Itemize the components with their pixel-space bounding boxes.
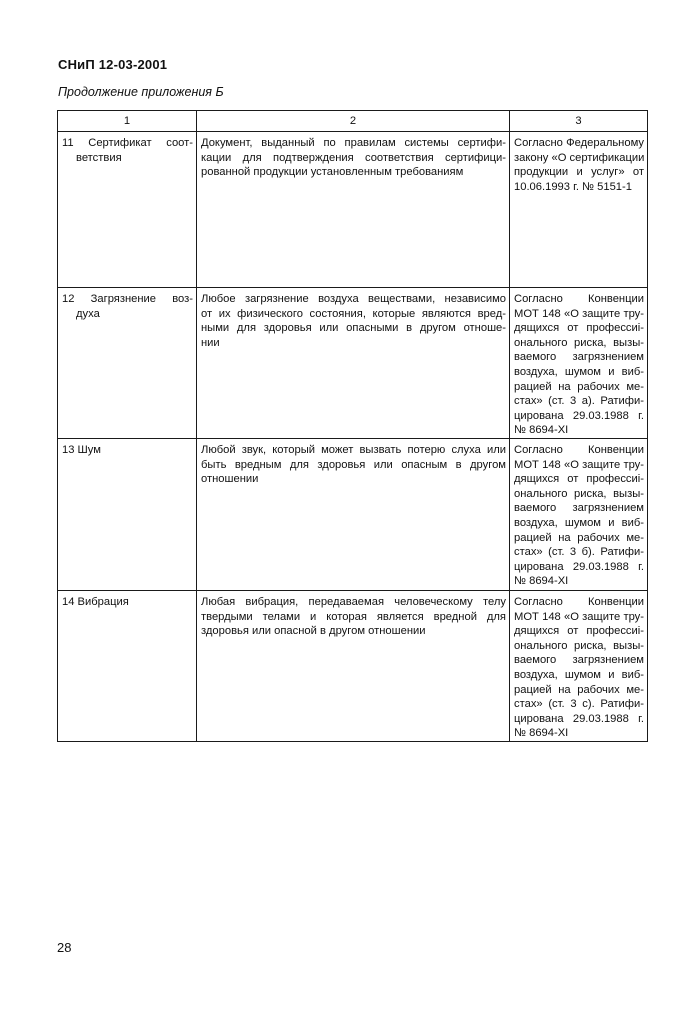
text-line: продукции и услуг» от xyxy=(514,166,644,179)
text-line: стах» (ст. 3 а). Ратифи- xyxy=(514,395,644,408)
text-line: закону «О сертификации xyxy=(514,151,645,164)
text-line: стах» (ст. 3 с). Ратифи- xyxy=(514,698,644,711)
definition-cell xyxy=(197,438,510,590)
text-line: воздуха, шумом и виб- xyxy=(514,516,644,529)
term-cell xyxy=(58,438,197,590)
source-cell xyxy=(510,132,648,288)
text-line: ваемого загрязнением xyxy=(514,502,644,515)
text-line: цирована 29.03.1988 г. xyxy=(514,560,644,573)
table-row xyxy=(58,590,648,741)
text-line: ными для здоровья или опасными в другом отноше- xyxy=(201,322,506,335)
text-line: дящихся от профессиi- xyxy=(514,322,644,335)
text-line: нии xyxy=(201,336,220,349)
text-line: № 8694-XI xyxy=(514,575,569,588)
text-line: воздуха, шумом и виб- xyxy=(514,365,644,378)
text-line: № 8694-XI xyxy=(514,727,569,740)
text-line: онального риска, вызы- xyxy=(514,639,644,652)
table-header-row xyxy=(58,111,648,132)
text-line: МОТ 148 «О защите тру- xyxy=(514,458,644,471)
table-row xyxy=(58,132,648,288)
text-line: Согласно Конвенции xyxy=(514,293,644,305)
appendix-continuation-label: Продолжение приложения Б xyxy=(58,85,224,99)
text-line: ветствия xyxy=(76,151,122,164)
text-line: 12 Загрязнение воз- xyxy=(62,293,193,305)
column-header: 2 xyxy=(197,111,510,132)
table-row xyxy=(58,288,648,439)
text-line: цирована 29.03.1988 г. xyxy=(514,712,644,725)
term-cell xyxy=(58,590,197,741)
text-line: дящихся от профессиi- xyxy=(514,473,644,486)
source-cell xyxy=(510,288,648,439)
column-header: 1 xyxy=(58,111,197,132)
text-line: Любая вибрация, передаваемая человеческому телу xyxy=(201,595,506,608)
document-code: СНиП 12-03-2001 xyxy=(58,57,168,72)
text-line: рованной продукции установленным требованиям xyxy=(201,166,464,179)
terms-table xyxy=(57,110,648,742)
text-line: Согласно Конвенции xyxy=(514,443,644,456)
definition-cell xyxy=(197,288,510,439)
text-line: ваемого загрязнением xyxy=(514,351,644,364)
text-line: МОТ 148 «О защите тру- xyxy=(514,307,644,320)
text-line: стах» (ст. 3 б). Ратифи- xyxy=(514,546,644,559)
text-line: отношении xyxy=(201,473,259,486)
text-line: дящихся от профессиi- xyxy=(514,625,644,638)
text-line: 14 Вибрация xyxy=(62,595,129,608)
text-line: онального риска, вызы- xyxy=(514,336,644,349)
text-line: кации для подтверждения соответствия сертифици- xyxy=(201,151,506,164)
text-line: от их физического состояния, которые являются вред- xyxy=(201,307,506,320)
term-cell xyxy=(58,288,197,439)
text-line: рацией на рабочих ме- xyxy=(514,683,644,696)
text-line: духа xyxy=(76,307,100,320)
text-line: цирована 29.03.1988 г. xyxy=(514,409,644,422)
page-number: 28 xyxy=(57,940,72,955)
source-cell xyxy=(510,590,648,741)
text-line: Любое загрязнение воздуха веществами, независимо xyxy=(201,293,506,305)
text-line: твердыми телами и которая является вредной для xyxy=(201,610,506,623)
text-line: рацией на рабочих ме- xyxy=(514,380,644,393)
text-line: 10.06.1993 г. № 5151-1 xyxy=(514,180,632,193)
text-line: № 8694-XI xyxy=(514,424,569,437)
text-line: онального риска, вызы- xyxy=(514,487,644,500)
text-line: рацией на рабочих ме- xyxy=(514,531,644,544)
table-row xyxy=(58,438,648,590)
text-line: 13 Шум xyxy=(62,443,101,456)
text-line: ваемого загрязнением xyxy=(514,654,644,667)
term-cell xyxy=(58,132,197,288)
source-cell xyxy=(510,438,648,590)
text-line: Согласно Конвенции xyxy=(514,595,644,608)
definition-cell xyxy=(197,132,510,288)
text-line: воздуха, шумом и виб- xyxy=(514,668,644,681)
text-line: МОТ 148 «О защите тру- xyxy=(514,610,644,623)
text-line: 11 Сертификат соот- xyxy=(62,137,193,149)
definition-cell xyxy=(197,590,510,741)
text-line: Любой звук, который может вызвать потерю слуха или xyxy=(201,443,506,456)
text-line: Документ, выданный по правилам системы сертифи- xyxy=(201,137,506,149)
column-header: 3 xyxy=(510,111,648,132)
text-line: Согласно Федеральному xyxy=(514,137,644,149)
text-line: быть вредным для здоровья или опасным в другом xyxy=(201,458,506,471)
text-line: здоровья или опасной в другом отношении xyxy=(201,625,426,638)
